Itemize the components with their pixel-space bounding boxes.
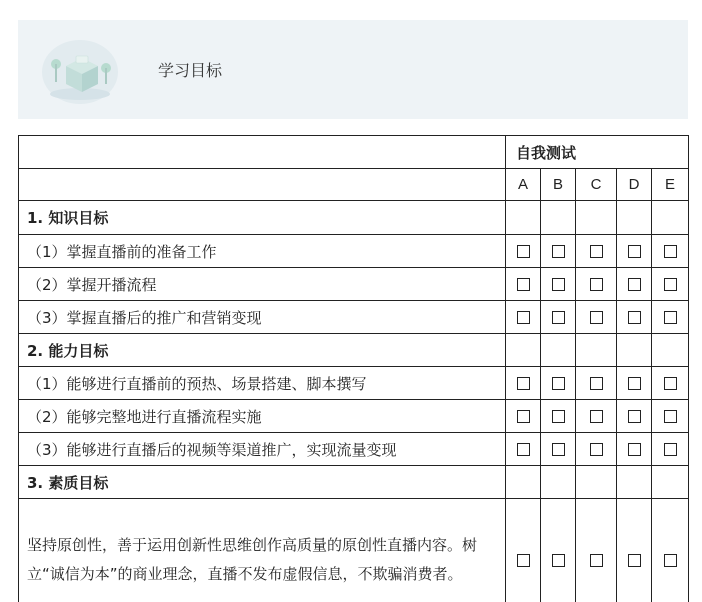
checkbox-c[interactable] [590, 377, 603, 390]
section-heading-quality: 3. 素质目标 [19, 466, 506, 499]
checkbox-e[interactable] [664, 311, 677, 324]
empty-cell [652, 334, 689, 367]
goal-text: （2）能够完整地进行直播流程实施 [19, 400, 506, 433]
table-row [19, 268, 689, 301]
checkbox-c[interactable] [590, 443, 603, 456]
empty-cell [652, 201, 689, 235]
box-illustration-icon [40, 34, 120, 104]
checkbox-a[interactable] [517, 554, 530, 567]
blank-cell [19, 169, 506, 201]
table-row [19, 433, 689, 466]
banner-title: 学习目标 [158, 61, 223, 80]
section-heading-ability: 2. 能力目标 [19, 334, 506, 367]
option-header-d: D [617, 169, 652, 201]
checkbox-e[interactable] [664, 377, 677, 390]
checkbox-d[interactable] [628, 554, 641, 567]
checkbox-e[interactable] [664, 278, 677, 291]
learning-goals-banner [18, 20, 688, 119]
empty-cell [506, 201, 541, 235]
goal-text: （3）能够进行直播后的视频等渠道推广，实现流量变现 [19, 433, 506, 466]
checkbox-c[interactable] [590, 245, 603, 258]
goal-text: 坚持原创性，善于运用创新性思维创作高质量的原创性直播内容。树立“诚信为本”的商业理念，直播不发布虚假信息，不欺骗消费者。 [19, 499, 506, 602]
section-heading-row [19, 466, 689, 499]
goal-text: （3）掌握直播后的推广和营销变现 [19, 301, 506, 334]
section-heading-row [19, 334, 689, 367]
checkbox-e[interactable] [664, 443, 677, 456]
option-header-e: E [652, 169, 689, 201]
goal-text: （2）掌握开播流程 [19, 268, 506, 301]
checkbox-d[interactable] [628, 278, 641, 291]
empty-cell [506, 466, 541, 499]
options-header-row [19, 169, 689, 201]
checkbox-b[interactable] [552, 278, 565, 291]
checkbox-d[interactable] [628, 311, 641, 324]
checkbox-e[interactable] [664, 410, 677, 423]
checkbox-e[interactable] [664, 245, 677, 258]
empty-cell [617, 466, 652, 499]
checkbox-b[interactable] [552, 245, 565, 258]
checkbox-a[interactable] [517, 245, 530, 258]
checkbox-c[interactable] [590, 410, 603, 423]
self-test-header-row [19, 136, 689, 169]
blank-corner-cell [19, 136, 506, 169]
option-header-a: A [506, 169, 541, 201]
empty-cell [652, 466, 689, 499]
checkbox-a[interactable] [517, 443, 530, 456]
checkbox-c[interactable] [590, 554, 603, 567]
checkbox-b[interactable] [552, 443, 565, 456]
table-row [19, 301, 689, 334]
table-row [19, 499, 689, 602]
checkbox-b[interactable] [552, 554, 565, 567]
empty-cell [576, 201, 617, 235]
goal-text: （1）能够进行直播前的预热、场景搭建、脚本撰写 [19, 367, 506, 400]
self-test-label: 自我测试 [506, 136, 689, 169]
checkbox-c[interactable] [590, 311, 603, 324]
empty-cell [617, 201, 652, 235]
table-row [19, 367, 689, 400]
checkbox-a[interactable] [517, 311, 530, 324]
goal-text: （1）掌握直播前的准备工作 [19, 235, 506, 268]
checkbox-c[interactable] [590, 278, 603, 291]
checkbox-d[interactable] [628, 443, 641, 456]
checkbox-a[interactable] [517, 377, 530, 390]
checkbox-d[interactable] [628, 410, 641, 423]
checkbox-a[interactable] [517, 410, 530, 423]
section-heading-knowledge: 1. 知识目标 [19, 201, 506, 235]
empty-cell [541, 466, 576, 499]
option-header-c: C [576, 169, 617, 201]
checkbox-d[interactable] [628, 377, 641, 390]
checkbox-b[interactable] [552, 410, 565, 423]
checkbox-a[interactable] [517, 278, 530, 291]
empty-cell [506, 334, 541, 367]
checkbox-b[interactable] [552, 311, 565, 324]
checkbox-d[interactable] [628, 245, 641, 258]
self-assessment-table [18, 135, 689, 602]
section-heading-row [19, 201, 689, 235]
checkbox-b[interactable] [552, 377, 565, 390]
empty-cell [617, 334, 652, 367]
table-row [19, 235, 689, 268]
empty-cell [541, 201, 576, 235]
checkbox-e[interactable] [664, 554, 677, 567]
empty-cell [576, 334, 617, 367]
table-row [19, 400, 689, 433]
option-header-b: B [541, 169, 576, 201]
empty-cell [576, 466, 617, 499]
empty-cell [541, 334, 576, 367]
